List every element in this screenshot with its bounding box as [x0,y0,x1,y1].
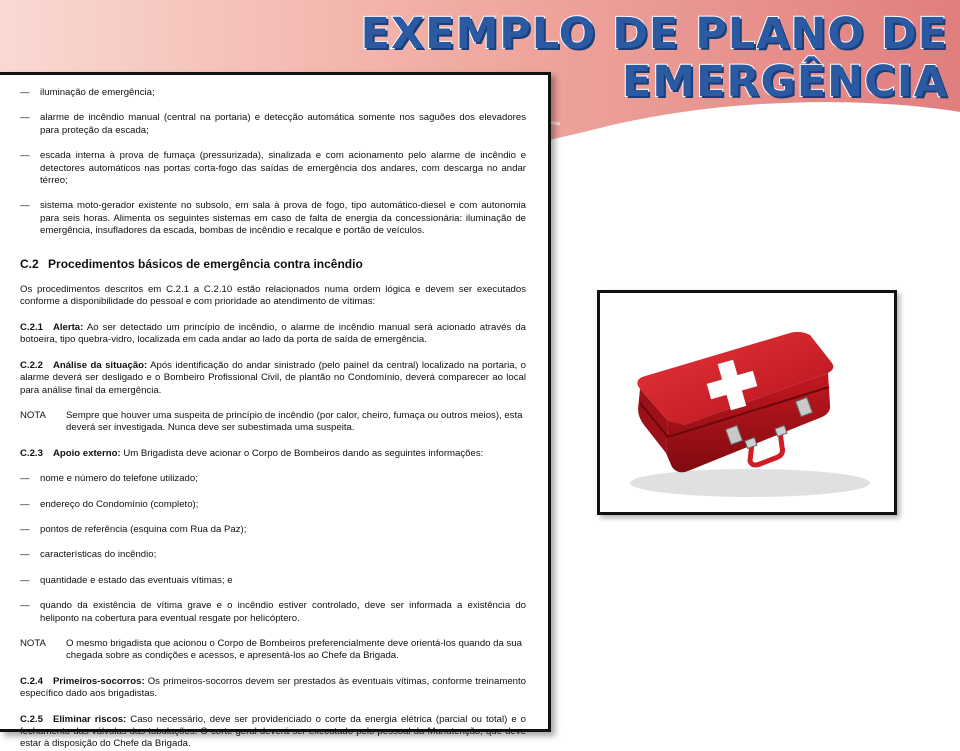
subsection-text: Os primeiros-socorros devem ser prestados às eventuais vítimas, conforme treinamento específico dado aos brigadistas. [20,675,526,700]
subsection-text: Após identificação do andar sinistrado (pelo painel da central) localizado na portaria, o alarme deverá ser desligado e o Bombeiro Profissional Civil, de plantão no Condomínio, deverá comparecer ao local para análise final da emergência. [20,359,527,396]
subsection-title: Alerta: [52,321,84,333]
note [20,638,526,663]
note-label: NOTA [20,409,46,421]
subsection-title: Eliminar riscos: [52,713,127,725]
note-text: O mesmo brigadista que acionou o Corpo de Bombeiros preferencialmente deve orientá-los quando da sua chegada sobre as condições e acessos, e apresentá-los ao Chefe da Brigada. [66,637,522,662]
dash-icon: — [20,200,30,212]
list-item [20,473,526,485]
subsection-c223 [20,448,526,460]
list-item [20,150,526,187]
list-item-text: nome e número do telefone utilizado; [40,473,198,485]
section-heading [20,258,526,270]
list-item [20,549,526,561]
subsection-number: C.2.4 [20,675,43,687]
list-item [20,600,526,625]
slide-title-line1: EXEMPLO DE PLANO DE [360,9,948,59]
list-item [20,200,526,237]
first-aid-kit-icon [600,293,894,512]
list-item-text: características do incêndio; [40,549,157,561]
list-item-text: sistema moto-gerador existente no subsolo, em sala à prova de fogo, tipo automático-diesel e com autonomia para seis horas. Alimenta os seguintes sistemas em caso de falta de energia da concessionária: iluminação de emergência, insufladores da escada, bombas de incêndio e recalque e portão de veículos. [40,200,526,237]
list-item-text: quantidade e estado das eventuais vítimas; e [40,574,233,586]
first-aid-kit-image [597,290,897,515]
subsection-number: C.2.3 [20,447,43,459]
subsection-text: Ao ser detectado um princípio de incêndio, o alarme de incêndio manual será acionado através da botoeira, tipo quebra-vidro, localizada em cada andar ao lado da porta de saída de emergência. [20,321,527,346]
slide-title-line2: EMERGÊNCIA [621,57,948,107]
list-item [20,575,526,587]
list-item-text: escada interna à prova de fumaça (pressurizada), sinalizada e com acionamento pelo alarme de incêndio e detectores automáticos nas portas corta-fogo das saídas de emergência dos andares, com descarga no andar térreo; [40,150,526,187]
dash-icon: — [20,473,30,485]
subsection-text: Um Brigadista deve acionar o Corpo de Bombeiros dando as seguintes informações: [123,447,484,459]
subsection-c224 [20,676,526,701]
list-item [20,499,526,511]
subsection-number: C.2.1 [20,321,43,333]
list-item [20,524,526,536]
subsection-title: Primeiros-socorros: [52,675,145,687]
list-item-text: alarme de incêndio manual (central na portaria) e detecção automática somente nos saguões dos elevadores para proteção da escada; [40,112,526,136]
list-item [20,87,526,99]
dash-icon: — [20,150,30,162]
note [20,410,526,435]
section-intro: Os procedimentos descritos em C.2.1 a C.2.10 estão relacionados numa ordem lógica e devem ser executados conforme a disponibilidade do pessoal e com prioridade ao atendimento de vítimas: [20,284,526,308]
note-text: Sempre que houver uma suspeita de princípio de incêndio (por calor, cheiro, fumaça ou outros meios), esta deverá ser investigada. Nunca deve ser subestimada uma suspeita. [66,409,523,434]
dash-icon: — [20,498,30,510]
subsection-c225 [20,714,526,751]
section-number: C.2 [20,256,39,271]
dash-icon: — [20,549,30,561]
document-page [0,72,551,750]
dash-icon: — [20,574,30,586]
subsection-c222 [20,360,526,397]
dash-icon: — [20,600,30,612]
subsection-text: Caso necessário, deve ser providenciado o corte da energia elétrica (parcial ou total) e o fechamento das válvulas das tubulações. O corte geral deverá ser executado pelo pessoal da Manutenção, que deve estar à disposição do Chefe da Brigada. [20,713,527,750]
note-label: NOTA [20,637,46,649]
section-title: Procedimentos básicos de emergência contra incêndio [48,256,363,271]
list-item-text: pontos de referência (esquina com Rua da Paz); [40,523,247,535]
list-item [20,112,526,137]
list-item-text: quando da existência de vítima grave e o incêndio estiver controlado, deve ser informada a existência do heliponto na cobertura para eventual resgate por helicóptero. [40,600,526,624]
subsection-title: Apoio externo: [52,447,121,459]
subsection-c221 [20,322,526,347]
dash-icon: — [20,523,30,535]
dash-icon: — [20,87,30,98]
subsection-number: C.2.2 [20,359,43,371]
subsection-title: Análise da situação: [52,359,148,371]
list-item-text: endereço do Condomínio (completo); [40,498,199,510]
list-item-text: iluminação de emergência; [40,87,155,98]
subsection-number: C.2.5 [20,713,43,725]
dash-icon: — [20,112,30,124]
